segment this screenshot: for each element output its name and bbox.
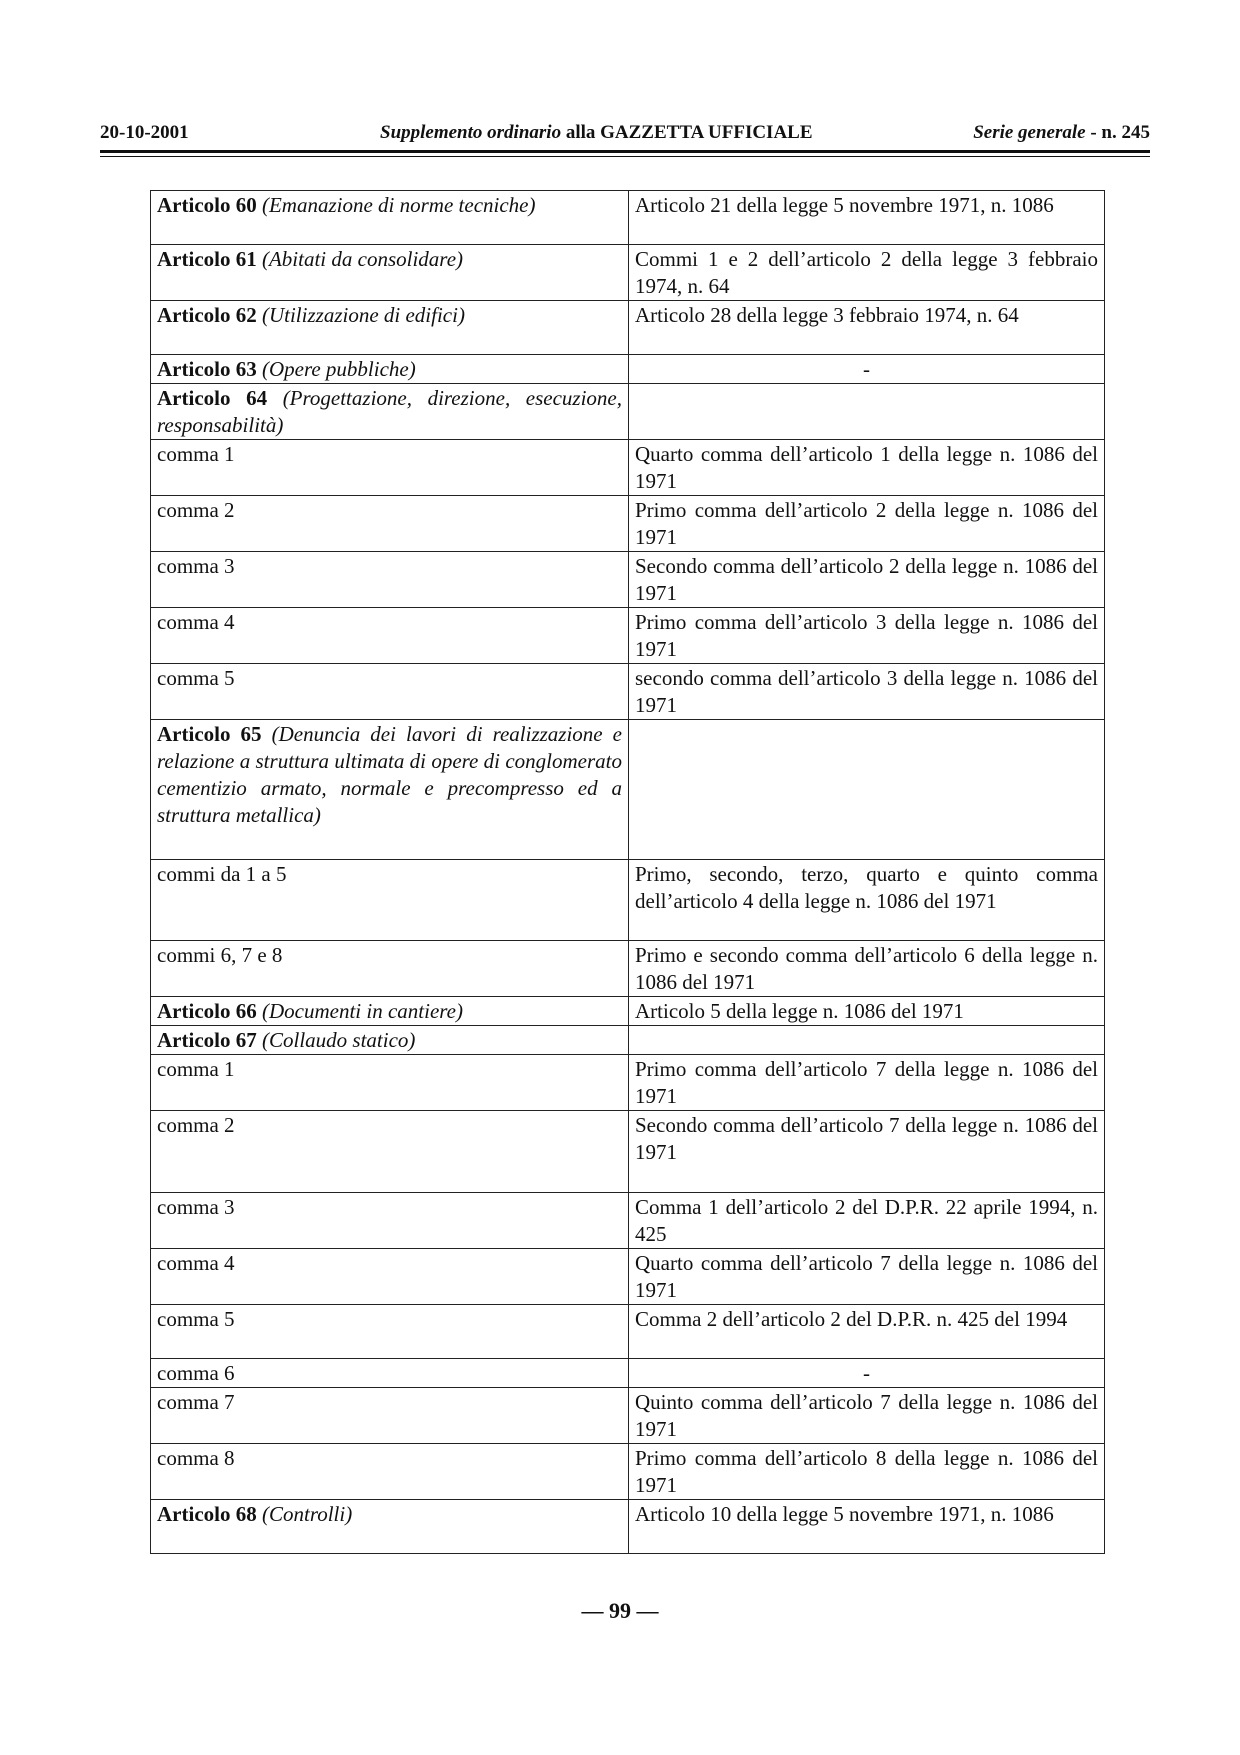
article-number: Articolo 67 [157,1028,257,1052]
article-cell [151,997,629,1026]
article-title: (Opere pubbliche) [261,357,416,381]
source-reference: Secondo comma dell’articolo 7 della legge n. 1086 del 1971 [629,1111,1105,1193]
source-reference: Quarto comma dell’articolo 7 della legge n. 1086 del 1971 [629,1249,1105,1305]
source-reference: Primo comma dell’articolo 8 della legge n. 1086 del 1971 [629,1444,1105,1500]
page-header [100,118,1150,148]
comma-label: comma 4 [151,1249,629,1305]
comma-label: commi da 1 a 5 [151,860,629,941]
table-row [151,1026,1105,1055]
header-series [973,122,1150,144]
table-row [151,245,1105,301]
header-series-name: Serie generale [973,122,1086,143]
header-date: 20-10-2001 [100,122,189,143]
comma-label: comma 6 [151,1359,629,1388]
source-reference: Secondo comma dell’articolo 2 della legge n. 1086 del 1971 [629,552,1105,608]
comma-label: comma 5 [151,664,629,720]
source-reference: Quarto comma dell’articolo 1 della legge n. 1086 del 1971 [629,440,1105,496]
source-reference: Primo comma dell’articolo 2 della legge n. 1086 del 1971 [629,496,1105,552]
table-row [151,1305,1105,1359]
table-row [151,384,1105,440]
table-row [151,301,1105,355]
table-row [151,496,1105,552]
article-number: Articolo 62 [157,303,257,327]
article-number: Articolo 66 [157,999,257,1023]
header-gazzetta: alla GAZZETTA UFFICIALE [561,122,813,143]
article-title: (Denuncia dei lavori di realizzazione e relazione a struttura ultimata di opere di conglomerato cementizio armato, normale e precompresso ed a struttura metallica) [157,722,623,827]
article-number: Articolo 64 [157,386,268,410]
article-title: (Emanazione di norme tecniche) [261,193,536,217]
article-title: (Documenti in cantiere) [261,999,463,1023]
comma-label: comma 3 [151,1193,629,1249]
table-row [151,664,1105,720]
table-row [151,608,1105,664]
source-reference: Primo, secondo, terzo, quarto e quinto comma dell’articolo 4 della legge n. 1086 del 1971 [629,860,1105,941]
table-row [151,860,1105,941]
comma-label: commi 6, 7 e 8 [151,941,629,997]
source-reference: Articolo 10 della legge 5 novembre 1971, n. 1086 [629,1500,1105,1554]
article-cell [151,301,629,355]
comma-label: comma 2 [151,496,629,552]
table-row [151,1444,1105,1500]
source-reference: secondo comma dell’articolo 3 della legge n. 1086 del 1971 [629,664,1105,720]
article-title: (Controlli) [261,1502,353,1526]
source-reference: Quinto comma dell’articolo 7 della legge n. 1086 del 1971 [629,1388,1105,1444]
table-row [151,1500,1105,1554]
table-row [151,440,1105,496]
header-rule-thick [100,150,1150,153]
table-row [151,355,1105,384]
source-reference: Articolo 21 della legge 5 novembre 1971, n. 1086 [629,191,1105,245]
table-row [151,1055,1105,1111]
article-title: (Progettazione, direzione, esecuzione, responsabilità) [157,386,623,437]
comma-label: comma 1 [151,1055,629,1111]
table-row [151,1388,1105,1444]
page-number: — 99 — [581,1598,659,1623]
article-title: (Collaudo statico) [261,1028,416,1052]
table-row [151,720,1105,860]
source-reference: Primo e secondo comma dell’articolo 6 della legge n. 1086 del 1971 [629,941,1105,997]
header-publication [380,122,813,144]
comma-label: comma 2 [151,1111,629,1193]
article-cell [151,245,629,301]
comma-label: comma 4 [151,608,629,664]
table-row [151,941,1105,997]
source-reference: - [629,1359,1105,1388]
article-title: (Utilizzazione di edifici) [261,303,465,327]
header-rule-thin [100,156,1150,157]
table-row [151,191,1105,245]
article-cell [151,355,629,384]
article-cell [151,720,629,860]
table-row [151,552,1105,608]
article-number: Articolo 63 [157,357,257,381]
source-reference: Comma 2 dell’articolo 2 del D.P.R. n. 425 del 1994 [629,1305,1105,1359]
correspondence-table [150,190,1105,1554]
table-row [151,1111,1105,1193]
table-row [151,1359,1105,1388]
article-cell [151,384,629,440]
source-reference [629,384,1105,440]
source-reference [629,1026,1105,1055]
source-reference: Articolo 5 della legge n. 1086 del 1971 [629,997,1105,1026]
source-reference: Articolo 28 della legge 3 febbraio 1974, n. 64 [629,301,1105,355]
article-number: Articolo 61 [157,247,257,271]
comma-label: comma 5 [151,1305,629,1359]
comma-label: comma 8 [151,1444,629,1500]
article-cell [151,191,629,245]
table-row [151,997,1105,1026]
article-number: Articolo 60 [157,193,257,217]
comma-label: comma 1 [151,440,629,496]
source-reference: Comma 1 dell’articolo 2 del D.P.R. 22 aprile 1994, n. 425 [629,1193,1105,1249]
header-issue-number: - n. 245 [1085,122,1150,143]
article-cell [151,1026,629,1055]
source-reference: - [629,355,1105,384]
source-reference: Primo comma dell’articolo 7 della legge n. 1086 del 1971 [629,1055,1105,1111]
article-number: Articolo 68 [157,1502,257,1526]
article-title: (Abitati da consolidare) [261,247,464,271]
source-reference: Primo comma dell’articolo 3 della legge n. 1086 del 1971 [629,608,1105,664]
article-cell [151,1500,629,1554]
source-reference: Commi 1 e 2 dell’articolo 2 della legge 3 febbraio 1974, n. 64 [629,245,1105,301]
header-supplement: Supplemento ordinario [380,122,562,143]
comma-label: comma 7 [151,1388,629,1444]
comma-label: comma 3 [151,552,629,608]
source-reference [629,720,1105,860]
table-row [151,1193,1105,1249]
article-number: Articolo 65 [157,722,262,746]
table-row [151,1249,1105,1305]
